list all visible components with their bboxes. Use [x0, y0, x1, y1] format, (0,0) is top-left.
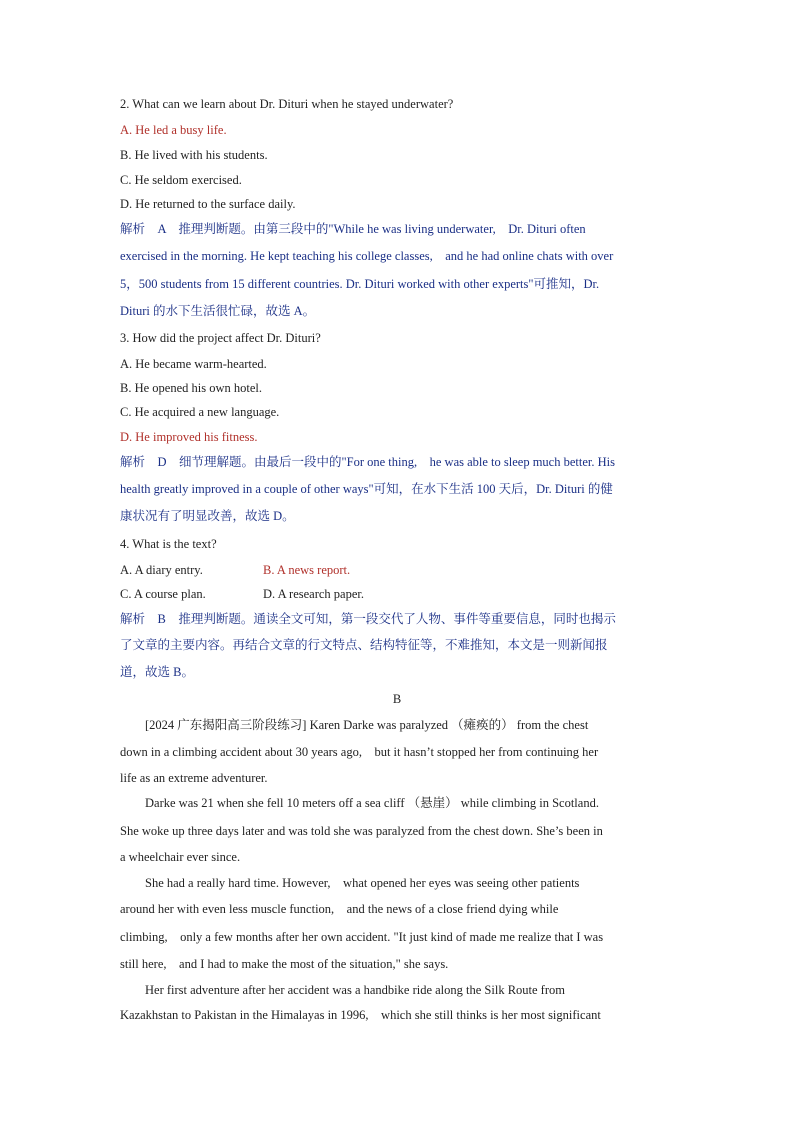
passage-line: Her first adventure after her accident was a handbike ride along the Silk Route from — [120, 983, 565, 997]
passage-line: climbing, only a few months after her own accident. "It just kind of made me realize that I was — [120, 930, 604, 944]
passage-line: a wheelchair ever since. — [120, 850, 241, 864]
option-2c: C. He seldom exercised. — [120, 173, 242, 187]
analysis-4-line-1: 解析 B 推理判断题。通读全文可知，第一段交代了人物、事件等重要信息，同时也揭示 — [120, 612, 616, 626]
passage-line: life as an extreme adventurer. — [120, 771, 268, 785]
question-4: 4. What is the text? — [120, 537, 217, 551]
analysis-3-line-3: 康状况有了明显改善，故选 D。 — [120, 509, 295, 523]
analysis-2-line-2: exercised in the morning. He kept teaching his college classes, and he had online chats with over — [120, 249, 614, 263]
option-2d: D. He returned to the surface daily. — [120, 197, 296, 211]
analysis-3-line-2: health greatly improved in a couple of other ways"可知，在水下生活 100 天后，Dr. Dituri 的健 — [120, 482, 613, 496]
option-3c: C. He acquired a new language. — [120, 405, 280, 419]
analysis-4-line-3: 道，故选 B。 — [120, 665, 194, 679]
option-3d: D. He improved his fitness. — [120, 430, 258, 444]
option-4c: C. A course plan. — [120, 587, 206, 601]
passage-line: down in a climbing accident about 30 years ago, but it hasn’t stopped her from continuing her — [120, 745, 599, 759]
passage-line: She had a really hard time. However, what opened her eyes was seeing other patients — [120, 876, 580, 890]
option-3a: A. He became warm-hearted. — [120, 357, 267, 371]
analysis-2-line-1: 解析 A 推理判断题。由第三段中的"While he was living underwater, Dr. Dituri often — [120, 222, 586, 236]
option-4d: D. A research paper. — [263, 587, 365, 601]
analysis-2-line-3: 5，500 students from 15 different countries. Dr. Dituri worked with other experts"可推知，Dr. — [120, 277, 600, 291]
passage-line: [2024 广东揭阳高三阶段练习] Karen Darke was paralyzed （瘫痪的） from the chest — [120, 718, 589, 732]
passage-line: around her with even less muscle function, and the news of a close friend dying while — [120, 902, 559, 916]
analysis-3-line-1: 解析 D 细节理解题。由最后一段中的"For one thing, he was able to sleep much better. His — [120, 455, 615, 469]
option-4a: A. A diary entry. — [120, 563, 203, 577]
question-3: 3. How did the project affect Dr. Dituri? — [120, 331, 321, 345]
section-heading: B — [392, 692, 402, 706]
passage-line: Darke was 21 when she fell 10 meters off a sea cliff （悬崖） while climbing in Scotland. — [120, 796, 599, 810]
option-2b: B. He lived with his students. — [120, 148, 268, 162]
question-2: 2. What can we learn about Dr. Dituri when he stayed underwater? — [120, 97, 454, 111]
passage-line: She woke up three days later and was told she was paralyzed from the chest down. She’s been in — [120, 824, 603, 838]
passage-line: Kazakhstan to Pakistan in the Himalayas in 1996, which she still thinks is her most significant — [120, 1008, 601, 1022]
passage-line: still here, and I had to make the most of the situation," she says. — [120, 957, 449, 971]
analysis-4-line-2: 了文章的主要内容。再结合文章的行文特点、结构特征等，不难推知，本文是一则新闻报 — [120, 638, 608, 652]
option-3b: B. He opened his own hotel. — [120, 381, 262, 395]
option-4b: B. A news report. — [263, 563, 351, 577]
option-2a: A. He led a busy life. — [120, 123, 227, 137]
analysis-2-line-4: Dituri 的水下生活很忙碌，故选 A。 — [120, 304, 316, 318]
